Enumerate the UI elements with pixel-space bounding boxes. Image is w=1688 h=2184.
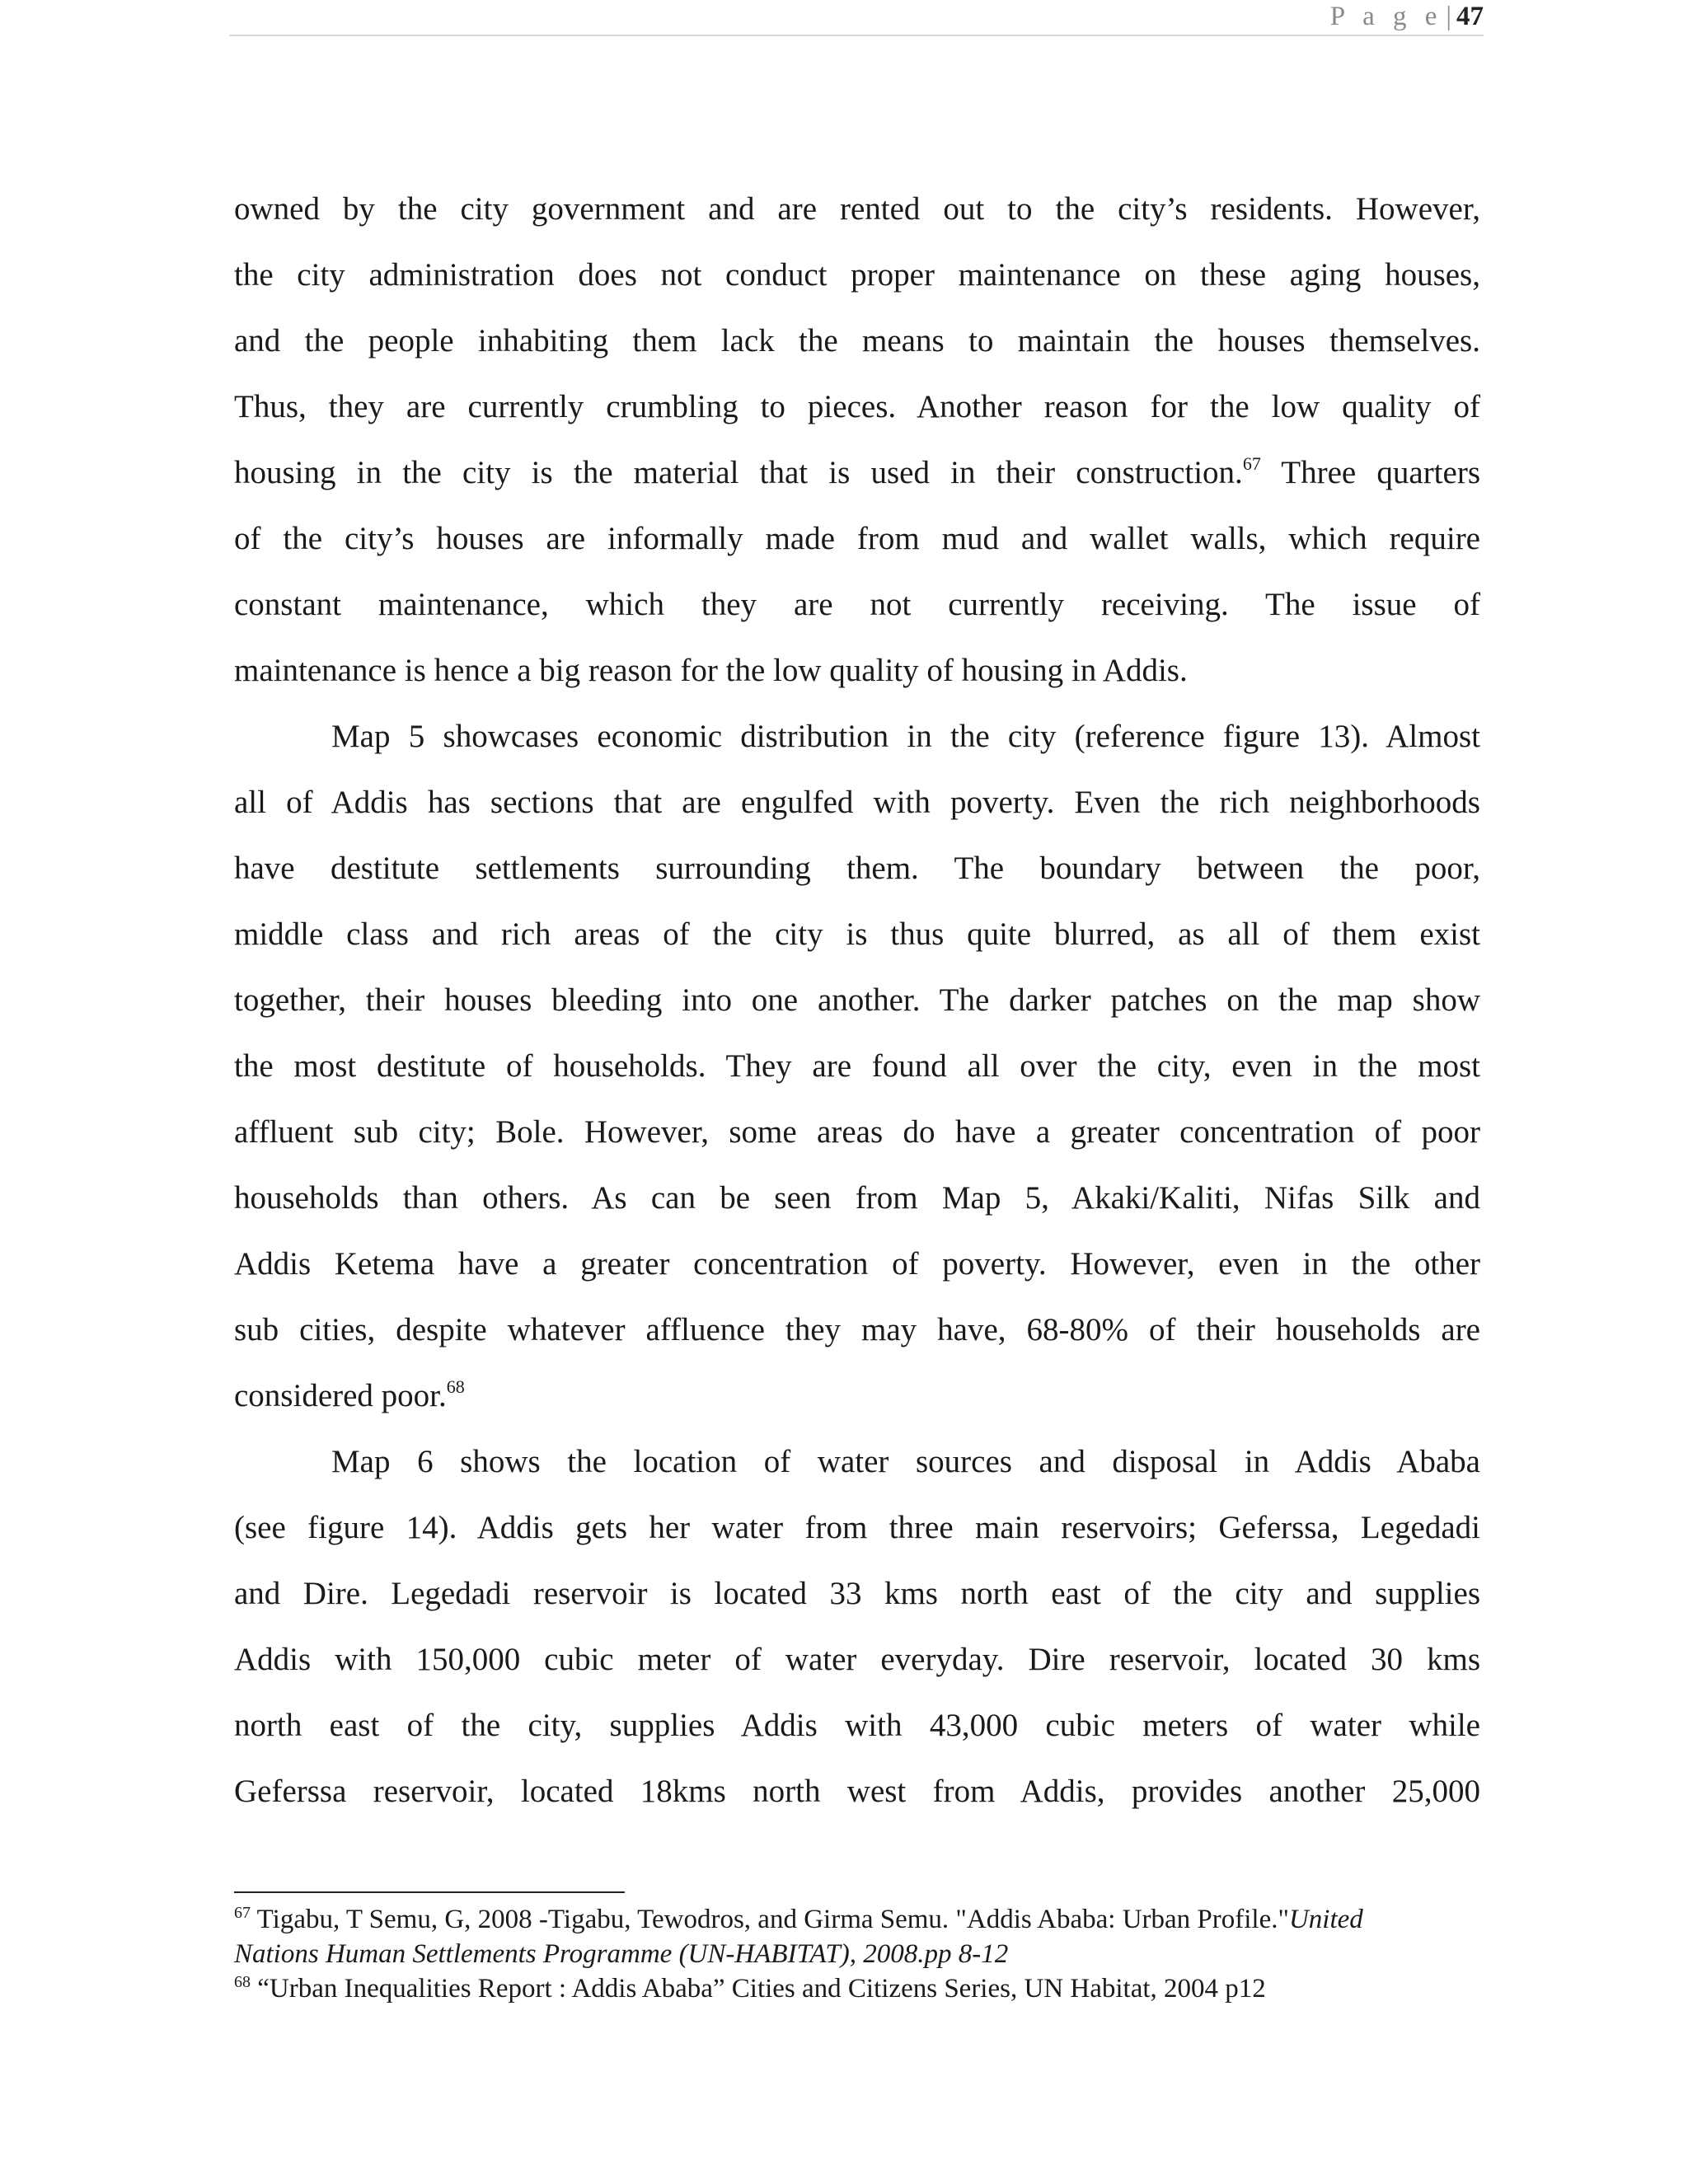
footnote-text: Tigabu, T Semu, G, 2008 -Tigabu, Tewodros, and Girma Semu. "Addis Ababa: Urban Profile."	[251, 1905, 1289, 1934]
text-line: Addis with 150,000 cubic meter of water everyday. Dire reservoir, located 30 kms	[234, 1642, 1480, 1677]
text-segment: Three quarters	[1260, 455, 1480, 490]
page-separator: |	[1446, 2, 1451, 31]
footnote-ref-68[interactable]: 68	[446, 1376, 465, 1397]
text-segment: housing in the city is the material that is used in their construction.	[234, 455, 1243, 490]
footnotes	[234, 1902, 1480, 2006]
text-line: Geferssa reservoir, located 18kms north west from Addis, provides another 25,000	[234, 1774, 1480, 1809]
footnote-67-continued	[234, 1937, 1480, 1971]
footnote-ref-67[interactable]: 67	[1242, 453, 1261, 474]
text-line	[234, 440, 1480, 506]
footnote-68	[234, 1971, 1480, 2006]
text-line: owned by the city government and are rented out to the city’s residents. However,	[234, 191, 1480, 227]
text-line	[234, 1363, 1480, 1429]
footnote-text: “Urban Inequalities Report : Addis Ababa” Cities and Citizens Series, UN Habitat, 2004 p12	[251, 1974, 1266, 2004]
text-line: Map 6 shows the location of water sources and disposal in Addis Ababa	[331, 1444, 1480, 1479]
text-line: of the city’s houses are informally made from mud and wallet walls, which require	[234, 521, 1480, 556]
text-line: together, their houses bleeding into one another. The darker patches on the map show	[234, 982, 1480, 1018]
text-line: Addis Ketema have a greater concentration of poverty. However, even in the other	[234, 1246, 1480, 1282]
text-line: the most destitute of households. They are found all over the city, even in the most	[234, 1048, 1480, 1084]
text-segment: considered poor.	[234, 1378, 447, 1413]
text-line: Thus, they are currently crumbling to pieces. Another reason for the low quality of	[234, 389, 1480, 424]
page-number: 47	[1456, 2, 1484, 31]
text-line: maintenance is hence a big reason for the low quality of housing in Addis.	[234, 653, 1188, 688]
body-text	[234, 176, 1480, 1825]
text-line: affluent sub city; Bole. However, some areas do have a greater concentration of poor	[234, 1114, 1480, 1150]
footnote-number: 68	[234, 1973, 251, 1991]
text-line: north east of the city, supplies Addis with 43,000 cubic meters of water while	[234, 1708, 1480, 1743]
footnote-italic-text: Nations Human Settlements Programme (UN-HABITAT), 2008.pp 8-12	[234, 1939, 1009, 1969]
text-line: all of Addis has sections that are engulfed with poverty. Even the rich neighborhoods	[234, 785, 1480, 820]
page-word: P a g e	[1329, 2, 1443, 31]
page-header	[229, 0, 1484, 36]
text-line: Map 5 showcases economic distribution in the city (reference figure 13). Almost	[331, 719, 1480, 754]
footnote-divider	[234, 1891, 625, 1893]
footnote-67	[234, 1902, 1480, 1937]
text-line: sub cities, despite whatever affluence they may have, 68-80% of their households are	[234, 1312, 1480, 1347]
text-line: the city administration does not conduct proper maintenance on these aging houses,	[234, 257, 1480, 293]
text-line: and Dire. Legedadi reservoir is located 33 kms north east of the city and supplies	[234, 1576, 1480, 1611]
text-line: have destitute settlements surrounding them. The boundary between the poor,	[234, 851, 1480, 886]
footnote-number: 67	[234, 1904, 251, 1922]
text-line: and the people inhabiting them lack the means to maintain the houses themselves.	[234, 323, 1480, 359]
footnote-italic-text: United	[1288, 1905, 1363, 1934]
page-number-label	[1330, 2, 1484, 32]
text-line: households than others. As can be seen from Map 5, Akaki/Kaliti, Nifas Silk and	[234, 1180, 1480, 1216]
text-line: middle class and rich areas of the city is thus quite blurred, as all of them exist	[234, 916, 1480, 952]
text-line: constant maintenance, which they are not currently receiving. The issue of	[234, 587, 1480, 622]
text-line: (see figure 14). Addis gets her water from three main reservoirs; Geferssa, Legedadi	[234, 1510, 1480, 1545]
